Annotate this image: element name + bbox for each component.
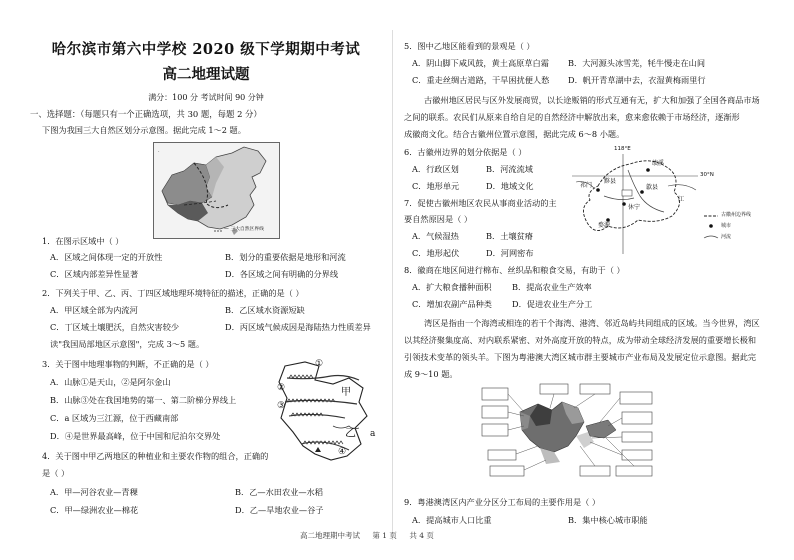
page-footer bbox=[300, 530, 550, 541]
huizhou-map bbox=[568, 146, 768, 258]
q4-option-a: A．甲—河谷农业—青稞 bbox=[50, 487, 138, 497]
q1-option-d: D．各区域之间有明确的分界线 bbox=[225, 269, 339, 279]
intro-1: 下图为我国三大自然区划分示意图。据此完成 1～2 题。 bbox=[42, 125, 246, 135]
intro-4-line3: 引领技术变革的领头羊。下图为粤港澳大湾区城市群主要城市产业布局及发展定位示意图。据此完 bbox=[404, 352, 757, 362]
q1-option-c: C．区域内部差异性显著 bbox=[50, 269, 139, 279]
intro-3-line2: 之间的联系。农民们从原来自给自足的自然经济中解放出来，愈来愈依赖于市场经济，逐渐形 bbox=[404, 112, 740, 122]
q9-option-b: B．集中核心城市职能 bbox=[568, 515, 648, 525]
q7-option-a: A．气候湿热 bbox=[412, 231, 459, 241]
map-legend: — 三大自然区界线 bbox=[224, 227, 264, 232]
label-circle-3: ③ bbox=[277, 401, 286, 411]
city-qimen: 祁门 bbox=[580, 182, 593, 189]
label-circle-2: ② bbox=[277, 383, 286, 393]
bay-area-diagram bbox=[480, 382, 655, 482]
q5-option-b: B．大河源头冰雪芜，牦牛慢走在山间 bbox=[568, 58, 706, 68]
city-wuyuan: 婺源 bbox=[598, 222, 611, 229]
q8-option-d: D．促进农业生产分工 bbox=[512, 299, 593, 309]
q4-option-b: B．乙—水田农业—水稻 bbox=[235, 487, 323, 497]
q2-option-d: D．丙区域气候成因是海陆热力性质差异 bbox=[225, 322, 371, 332]
q7-option-b: B．土壤贫瘠 bbox=[486, 231, 533, 241]
q5-option-a: A．阴山脚下咸风鼓，黄土高原草白霜 bbox=[412, 58, 549, 68]
regional-map bbox=[275, 358, 375, 468]
q8-option-b: B．提高农业生产效率 bbox=[512, 282, 592, 292]
footer-total-pages: 共 4 页 bbox=[409, 531, 434, 540]
intro-2: 读"我国局部地区示意图"，完成 3～5 题。 bbox=[50, 339, 205, 349]
q7-stem-line2: 要自然原因是（ ） bbox=[404, 214, 473, 224]
city-jixi: 绩溪 bbox=[652, 160, 665, 167]
q1-stem: 1．在图示区域中（ ） bbox=[42, 236, 124, 246]
q4-option-c: C．甲—绿洲农业—棉花 bbox=[50, 505, 139, 515]
q6-option-b: B．河流流域 bbox=[486, 164, 533, 174]
legend-boundary: 古徽州边界线 bbox=[721, 212, 752, 218]
q8-stem: 8．徽商在地区间进行棉布、丝织品和粮食交易，有助于（ ） bbox=[404, 265, 625, 275]
q8-option-a: A．扩大粮食播种面积 bbox=[412, 282, 492, 292]
city-xiuning: 休宁 bbox=[628, 204, 641, 211]
exam-meta: 满分：100 分 考试时间 90 分钟 bbox=[148, 93, 264, 102]
legend-city: 城市 bbox=[721, 223, 732, 229]
intro-4-line2: 以其经济聚集度高、对内联系紧密、对外高度开放的特点，成为带动全球经济发展的重要增长极和 bbox=[404, 335, 757, 345]
q2-stem: 2．下列关于甲、乙、丙、丁四区域地理环境特征的描述，正确的是（ ） bbox=[42, 288, 304, 298]
river-label: 江 bbox=[678, 196, 685, 203]
q7-option-d: D．河网密布 bbox=[486, 248, 534, 258]
q9-stem: 9．粤港澳湾区内产业分区分工布局的主要作用是（ ） bbox=[404, 497, 601, 507]
label-yi: 乙 bbox=[345, 426, 356, 439]
city-yixian: 黟县 bbox=[604, 178, 617, 185]
footer-page-number: 第 1 页 bbox=[372, 531, 397, 540]
q7-stem-line1: 7．促使古徽州地区农民从事商业活动的主 bbox=[404, 198, 557, 208]
q6-option-c: C．地形单元 bbox=[412, 181, 460, 191]
q1-option-b: B．划分的重要依据是地形和河流 bbox=[225, 252, 346, 262]
city-shexian: 歙县 bbox=[646, 184, 659, 191]
q6-option-d: D．地域文化 bbox=[486, 181, 534, 191]
label-circle-1: ① bbox=[315, 359, 324, 369]
q6-option-a: A．行政区划 bbox=[412, 164, 459, 174]
q3-option-b: B．山脉③处在我国地势的第一、第二阶梯分界线上 bbox=[50, 395, 237, 405]
q2-option-a: A．甲区域全部为内流河 bbox=[50, 305, 138, 315]
exam-subtitle: 高二地理试题 bbox=[162, 66, 250, 83]
intro-4-line1: 湾区是指由一个海湾或相连的若干个海湾、港湾、邻近岛屿共同组成的区域。当今世界，湾区 bbox=[424, 318, 760, 328]
legend-river: 河流 bbox=[721, 234, 732, 240]
q5-option-d: D．帆开青草湖中去，衣湿黄梅雨里行 bbox=[568, 75, 706, 85]
label-jia: 甲 bbox=[341, 387, 351, 398]
label-circle-4: ④ bbox=[338, 447, 347, 457]
q7-option-c: C．地形起伏 bbox=[412, 248, 460, 258]
longitude-label: 118°E bbox=[614, 146, 631, 152]
exam-title: 哈尔滨市第六中学校 2020 级下学期期中考试 bbox=[51, 41, 361, 58]
intro-4-line4: 成 9～10 题。 bbox=[404, 369, 458, 379]
q4-option-d: D．乙—旱地农业—谷子 bbox=[235, 505, 324, 515]
q5-option-c: C．重走丝绸古道路，干旱困扰便人愁 bbox=[412, 75, 550, 85]
q3-option-a: A．山脉①是天山，②是阿尔金山 bbox=[50, 377, 171, 387]
q9-option-a: A．提高城市人口比重 bbox=[412, 515, 492, 525]
q1-option-a: A．区域之间体现一定的开放性 bbox=[50, 252, 163, 262]
q5-stem: 5．图中乙地区能看到的景观是（ ） bbox=[404, 41, 535, 51]
intro-3-line1: 古徽州地区居民与区外发展商贸，以长途贩销的形式互通有无，扩大和加强了全国各商品市场 bbox=[424, 95, 760, 105]
intro-3-line3: 成徽商文化。结合古徽州位置示意图，据此完成 6～8 小题。 bbox=[404, 129, 625, 139]
q8-option-c: C．增加农副产品种类 bbox=[412, 299, 492, 309]
q2-option-c: C．丁区域土壤肥沃，自然灾害较少 bbox=[50, 322, 180, 332]
q6-stem: 6．古徽州边界的划分依据是（ ） bbox=[404, 147, 527, 157]
q4-stem-line1: 4．关于图中甲乙两地区的种植业和主要农作物的组合，正确的 bbox=[42, 451, 269, 461]
q4-stem-line2: 是（ ） bbox=[42, 468, 70, 478]
svg-text:·: · bbox=[158, 149, 160, 155]
q2-option-b: B．乙区域水资源短缺 bbox=[225, 305, 305, 315]
q3-stem: 3．关于图中地理事物的判断，不正确的是（ ） bbox=[42, 359, 214, 369]
china-regions-map bbox=[153, 142, 280, 239]
section-heading: 一、选择题：（每题只有一个正确选项，共 30 题，每题 2 分） bbox=[30, 109, 262, 119]
footer-exam-name: 高二地理期中考试 bbox=[300, 531, 360, 540]
column-divider bbox=[392, 30, 393, 540]
q3-option-c: C．a 区域为三江源，位于西藏南部 bbox=[50, 413, 179, 423]
label-a: a bbox=[370, 429, 376, 439]
q3-option-d: D．④是世界最高峰，位于中国和尼泊尔交界处 bbox=[50, 431, 221, 441]
latitude-label: 30°N bbox=[700, 172, 714, 178]
